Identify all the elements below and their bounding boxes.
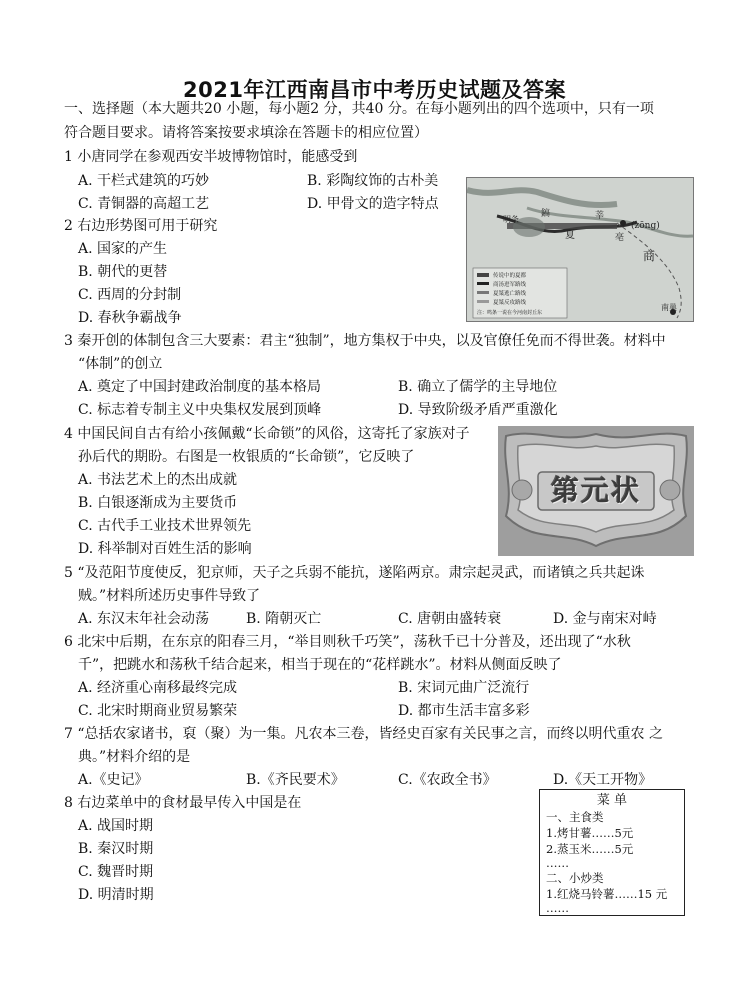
lock-inscription: 第元状 — [550, 474, 641, 507]
q2-stem: 2 右边形势图可用于研究 — [64, 218, 218, 234]
q8-option-c[interactable]: C. 魏晋时期 — [78, 864, 154, 880]
menu-item: 1.红烧马铃薯……15 元 — [546, 887, 668, 901]
section-instructions-line2: 符合题目要求。请将答案按要求填涂在答题卡的相应位置） — [64, 125, 428, 141]
q1-stem: 1 小唐同学在参观西安半坡博物馆时，能感受到 — [64, 149, 358, 165]
menu-item: 2.蒸玉米……5元 — [546, 842, 634, 856]
q8-option-b[interactable]: B. 秦汉时期 — [78, 841, 154, 857]
longevity-lock-figure — [498, 426, 694, 556]
q1-option-a[interactable]: A. 干栏式建筑的巧妙 — [78, 173, 210, 189]
map-legend-1: 传说中的夏都 — [493, 273, 527, 279]
q7-stem-line2: 典。”材料介绍的是 — [78, 749, 191, 765]
q7-option-d[interactable]: D.《天工开物》 — [553, 772, 653, 788]
q4-option-c[interactable]: C. 古代手工业技术世界领先 — [78, 518, 252, 534]
menu-item: …… — [546, 856, 569, 870]
q4-stem-line1: 4 中国民间自古有给小孩佩戴“长命锁”的风俗，这寄托了家族对子 — [64, 426, 470, 442]
menu-item: …… — [546, 901, 569, 915]
menu-title: 菜 单 — [596, 793, 628, 808]
q2-option-a[interactable]: A. 国家的产生 — [78, 241, 168, 257]
q8-stem: 8 右边菜单中的食材最早传入中国是在 — [64, 795, 302, 811]
q6-option-d[interactable]: D. 都市生活丰富多彩 — [398, 703, 530, 719]
q3-stem-line2: “体制”的创立 — [78, 356, 163, 372]
map-legend-note: 注：鸣条一说在今河南封丘东 — [477, 310, 543, 316]
q7-option-b[interactable]: B.《齐民要术》 — [246, 772, 345, 788]
map-graphic — [467, 178, 693, 321]
q6-stem-line2: 千”，把跳水和荡秋千结合起来，相当于现在的“花样跳水”。材料从侧面反映了 — [78, 657, 562, 673]
xia-shang-map-figure — [466, 177, 694, 322]
map-label-xia: 夏 — [565, 230, 575, 241]
q5-stem-line1: 5 “及范阳节度使反，犯京师，天子之兵弱不能抗，遂陷两京。肃宗起灵武，而诸镇之兵共起诛 — [64, 565, 645, 581]
q6-option-b[interactable]: B. 宋词元曲广泛流行 — [398, 680, 530, 696]
map-label-mingtiao: 明条 — [503, 215, 519, 224]
q5-stem-line2: 贼。”材料所述历史事件导致了 — [78, 588, 261, 604]
q2-option-c[interactable]: C. 西周的分封制 — [78, 287, 182, 303]
food-menu-box — [539, 789, 685, 916]
q6-option-a[interactable]: A. 经济重心南移最终完成 — [78, 680, 238, 696]
q2-option-d[interactable]: D. 春秋争霸战争 — [78, 310, 182, 326]
map-label-shang: 商 — [643, 249, 656, 263]
map-legend-4: 夏桀反攻路线 — [493, 300, 527, 306]
q7-option-a[interactable]: A.《史记》 — [78, 772, 149, 788]
q4-option-a[interactable]: A. 书法艺术上的杰出成就 — [78, 472, 238, 488]
q4-option-d[interactable]: D. 科举制对百姓生活的影响 — [78, 541, 252, 557]
q3-option-c[interactable]: C. 标志着专制主义中央集权发展到顶峰 — [78, 402, 322, 418]
q3-option-b[interactable]: B. 确立了儒学的主导地位 — [398, 379, 558, 395]
q4-option-b[interactable]: B. 白银逐渐成为主要货币 — [78, 495, 238, 511]
q5-option-b[interactable]: B. 隋朝灭亡 — [246, 611, 322, 627]
q5-option-c[interactable]: C. 唐朝由盛转衰 — [398, 611, 502, 627]
q8-option-a[interactable]: A. 战国时期 — [78, 818, 154, 834]
section-instructions-line1: 一、选择题（本大题共20 小题，每小题2 分，共40 分。在每小题列出的四个选项中，只有一项 — [64, 101, 654, 117]
map-legend-2: 商汤进军路线 — [493, 282, 527, 288]
q6-option-c[interactable]: C. 北宋时期商业贸易繁荣 — [78, 703, 238, 719]
q2-option-b[interactable]: B. 朝代的更替 — [78, 264, 168, 280]
q1-option-d[interactable]: D. 甲骨文的造字特点 — [307, 196, 439, 212]
q4-stem-line2: 孙后代的期盼。右图是一枚银质的“长命锁”，它反映了 — [78, 449, 415, 465]
q7-stem-line1: 7 “总括农家诸书，裒（聚）为一集。凡农本三卷，皆经史百家有关民事之言，而终以明代重农 之 — [64, 726, 663, 742]
q3-option-a[interactable]: A. 奠定了中国封建政治制度的基本格局 — [78, 379, 322, 395]
q1-option-b[interactable]: B. 彩陶纹饰的古朴美 — [307, 173, 439, 189]
q5-option-d[interactable]: D. 金与南宋对峙 — [553, 611, 657, 627]
q5-option-a[interactable]: A. 东汉末年社会动荡 — [78, 611, 210, 627]
q6-stem-line1: 6 北宋中后期，在东京的阳春三月，“举目则秋千巧笑”，荡秋千已十分普及，还出现了“水秋 — [64, 634, 631, 650]
map-label-bo: 亳 — [615, 233, 625, 243]
map-legend-3: 夏桀逃亡路线 — [493, 291, 527, 297]
map-label-zong: (zōng) — [631, 221, 660, 231]
q3-option-d[interactable]: D. 导致阶级矛盾严重激化 — [398, 402, 558, 418]
map-label-shen: 莘 — [595, 211, 605, 221]
page-title: 2021年江西南昌市中考历史试题及答案 — [183, 78, 566, 102]
menu-item: 一、主食类 — [546, 810, 604, 824]
q1-option-c[interactable]: C. 青铜器的高超工艺 — [78, 196, 210, 212]
q7-option-c[interactable]: C.《农政全书》 — [398, 772, 497, 788]
q8-option-d[interactable]: D. 明清时期 — [78, 887, 154, 903]
menu-item: 二、小炒类 — [546, 871, 604, 885]
menu-item: 1.烤甘薯……5元 — [546, 826, 634, 840]
map-label-nanchao: 南巢 — [661, 303, 677, 312]
map-label-hao: 鎬 — [541, 209, 551, 219]
q3-stem-line1: 3 秦开创的体制包含三大要素：君主“独制”，地方集权于中央，以及官僚任免而不得世袭。材料中 — [64, 333, 666, 349]
